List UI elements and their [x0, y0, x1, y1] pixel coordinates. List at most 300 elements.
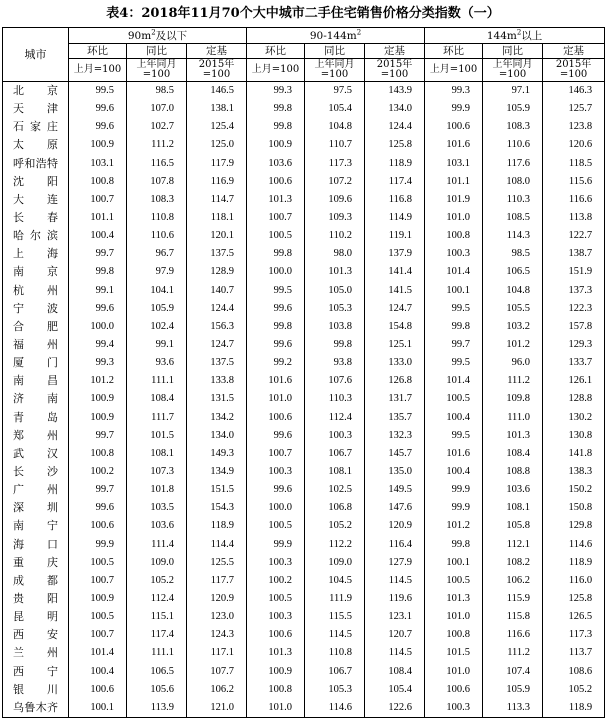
- city-column-header: 城市: [3, 28, 69, 82]
- index-value-cell: 100.5: [247, 517, 305, 535]
- index-value-cell: 98.5: [127, 82, 187, 101]
- index-value-cell: 100.6: [247, 626, 305, 644]
- table-row: [3, 263, 605, 281]
- index-value-cell: 99.8: [305, 336, 365, 354]
- index-value-cell: 135.0: [365, 463, 425, 481]
- table-body: [3, 82, 605, 718]
- index-value-cell: 117.4: [365, 173, 425, 191]
- index-value-cell: 134.0: [365, 100, 425, 118]
- index-value-cell: 120.7: [365, 626, 425, 644]
- index-value-cell: 100.1: [69, 699, 127, 718]
- city-name-cell: 大连: [3, 191, 69, 209]
- index-value-cell: 116.6: [543, 191, 605, 209]
- index-value-cell: 151.5: [187, 481, 247, 499]
- index-value-cell: 100.3: [425, 699, 483, 718]
- city-name-cell: 银川: [3, 681, 69, 699]
- base-header-cell: 上月=100: [425, 59, 483, 82]
- city-name-cell: 福州: [3, 336, 69, 354]
- index-value-cell: 101.2: [425, 517, 483, 535]
- index-value-cell: 138.3: [543, 463, 605, 481]
- index-value-cell: 110.3: [305, 390, 365, 408]
- city-name-cell: 天津: [3, 100, 69, 118]
- index-value-cell: 105.3: [305, 681, 365, 699]
- index-value-cell: 134.2: [187, 409, 247, 427]
- table-row: [3, 554, 605, 572]
- index-value-cell: 108.5: [483, 209, 543, 227]
- index-value-cell: 99.9: [425, 100, 483, 118]
- index-value-cell: 103.8: [305, 318, 365, 336]
- index-value-cell: 100.9: [247, 663, 305, 681]
- index-value-cell: 99.6: [69, 118, 127, 136]
- index-value-cell: 103.1: [425, 155, 483, 173]
- index-value-cell: 100.2: [69, 463, 127, 481]
- index-value-cell: 105.9: [483, 681, 543, 699]
- index-value-cell: 122.3: [543, 300, 605, 318]
- index-value-cell: 100.8: [69, 445, 127, 463]
- index-value-cell: 109.0: [305, 554, 365, 572]
- index-value-cell: 106.7: [305, 663, 365, 681]
- index-value-cell: 101.3: [247, 644, 305, 662]
- city-name-cell: 青岛: [3, 409, 69, 427]
- index-value-cell: 137.5: [187, 245, 247, 263]
- index-value-cell: 98.0: [305, 245, 365, 263]
- index-value-cell: 100.8: [69, 173, 127, 191]
- index-value-cell: 110.8: [305, 644, 365, 662]
- index-value-cell: 100.9: [69, 390, 127, 408]
- index-value-cell: 105.2: [543, 681, 605, 699]
- index-value-cell: 99.7: [425, 336, 483, 354]
- sub-header-cell: 环比: [425, 44, 483, 59]
- index-value-cell: 101.6: [425, 136, 483, 154]
- index-value-cell: 99.7: [69, 481, 127, 499]
- index-value-cell: 100.7: [247, 209, 305, 227]
- index-value-cell: 111.9: [305, 590, 365, 608]
- index-value-cell: 99.6: [69, 100, 127, 118]
- table-row: [3, 445, 605, 463]
- index-value-cell: 124.7: [187, 336, 247, 354]
- city-name-cell: 南宁: [3, 517, 69, 535]
- index-value-cell: 125.4: [187, 118, 247, 136]
- index-value-cell: 99.9: [247, 536, 305, 554]
- index-value-cell: 99.2: [247, 354, 305, 372]
- index-value-cell: 99.5: [69, 82, 127, 101]
- index-value-cell: 101.1: [69, 209, 127, 227]
- index-value-cell: 112.4: [305, 409, 365, 427]
- index-value-cell: 100.5: [425, 390, 483, 408]
- index-value-cell: 141.8: [543, 445, 605, 463]
- index-value-cell: 110.6: [127, 227, 187, 245]
- index-value-cell: 111.4: [127, 536, 187, 554]
- index-value-cell: 127.9: [365, 554, 425, 572]
- sub-header-cell: 定基: [365, 44, 425, 59]
- table-row: [3, 427, 605, 445]
- index-value-cell: 108.6: [543, 663, 605, 681]
- table-row: [3, 318, 605, 336]
- index-value-cell: 100.3: [425, 245, 483, 263]
- index-value-cell: 99.8: [247, 100, 305, 118]
- index-value-cell: 108.4: [127, 390, 187, 408]
- index-value-cell: 109.6: [305, 191, 365, 209]
- city-name-cell: 广州: [3, 481, 69, 499]
- index-value-cell: 105.2: [127, 572, 187, 590]
- index-value-cell: 113.8: [543, 209, 605, 227]
- index-value-cell: 124.7: [365, 300, 425, 318]
- index-value-cell: 99.8: [247, 118, 305, 136]
- index-value-cell: 125.0: [187, 136, 247, 154]
- index-value-cell: 124.4: [187, 300, 247, 318]
- table-row: [3, 354, 605, 372]
- index-value-cell: 100.6: [247, 409, 305, 427]
- index-value-cell: 106.8: [305, 499, 365, 517]
- index-value-cell: 117.3: [305, 155, 365, 173]
- index-value-cell: 138.1: [187, 100, 247, 118]
- index-value-cell: 101.0: [425, 209, 483, 227]
- index-value-cell: 129.8: [543, 517, 605, 535]
- base-header-cell: 2015年=100: [365, 59, 425, 82]
- index-value-cell: 108.0: [483, 173, 543, 191]
- index-value-cell: 137.9: [365, 245, 425, 263]
- index-value-cell: 112.4: [127, 590, 187, 608]
- index-value-cell: 116.0: [543, 572, 605, 590]
- index-value-cell: 108.3: [127, 191, 187, 209]
- index-value-cell: 99.8: [247, 318, 305, 336]
- index-value-cell: 99.6: [247, 336, 305, 354]
- index-value-cell: 101.0: [425, 608, 483, 626]
- index-value-cell: 100.5: [247, 227, 305, 245]
- index-value-cell: 126.8: [365, 372, 425, 390]
- index-value-cell: 107.8: [127, 173, 187, 191]
- index-value-cell: 114.5: [365, 644, 425, 662]
- index-value-cell: 107.4: [483, 663, 543, 681]
- table-row: [3, 590, 605, 608]
- index-value-cell: 93.8: [305, 354, 365, 372]
- index-value-cell: 100.4: [69, 227, 127, 245]
- index-value-cell: 107.2: [305, 173, 365, 191]
- index-value-cell: 108.4: [365, 663, 425, 681]
- index-value-cell: 133.0: [365, 354, 425, 372]
- index-value-cell: 101.3: [247, 191, 305, 209]
- index-value-cell: 102.5: [305, 481, 365, 499]
- index-value-cell: 101.0: [425, 663, 483, 681]
- index-value-cell: 110.2: [305, 227, 365, 245]
- city-name-cell: 南昌: [3, 372, 69, 390]
- base-header-cell: 上年同月=100: [305, 59, 365, 82]
- index-value-cell: 99.5: [425, 300, 483, 318]
- index-value-cell: 113.9: [127, 699, 187, 718]
- index-value-cell: 99.6: [247, 427, 305, 445]
- table-title: 表4：2018年11月70个大中城市二手住宅销售价格分类指数（一）: [106, 6, 500, 21]
- index-value-cell: 99.8: [69, 263, 127, 281]
- index-value-cell: 119.6: [365, 590, 425, 608]
- base-header-cell: 上月=100: [247, 59, 305, 82]
- sub-header-cell: 定基: [543, 44, 605, 59]
- index-value-cell: 100.1: [425, 282, 483, 300]
- index-value-cell: 100.0: [247, 263, 305, 281]
- index-value-cell: 103.6: [483, 481, 543, 499]
- index-value-cell: 99.8: [425, 536, 483, 554]
- index-value-cell: 124.3: [187, 626, 247, 644]
- index-value-cell: 100.3: [247, 554, 305, 572]
- index-value-cell: 137.5: [187, 354, 247, 372]
- index-value-cell: 100.8: [247, 681, 305, 699]
- table-row: [3, 608, 605, 626]
- index-value-cell: 103.6: [247, 155, 305, 173]
- city-name-cell: 上海: [3, 245, 69, 263]
- index-value-cell: 96.0: [483, 354, 543, 372]
- index-value-cell: 154.8: [365, 318, 425, 336]
- city-name-cell: 兰州: [3, 644, 69, 662]
- index-value-cell: 99.6: [69, 300, 127, 318]
- index-value-cell: 108.1: [305, 463, 365, 481]
- index-value-cell: 112.1: [483, 536, 543, 554]
- table-row: [3, 463, 605, 481]
- index-value-cell: 101.3: [305, 263, 365, 281]
- base-header-cell: 上年同月=100: [483, 59, 543, 82]
- table-row: [3, 100, 605, 118]
- index-value-cell: 93.6: [127, 354, 187, 372]
- city-name-cell: 西安: [3, 626, 69, 644]
- index-value-cell: 104.5: [305, 572, 365, 590]
- index-value-cell: 109.8: [483, 390, 543, 408]
- city-name-cell: 海口: [3, 536, 69, 554]
- index-value-cell: 118.9: [365, 155, 425, 173]
- city-name-cell: 成都: [3, 572, 69, 590]
- index-value-cell: 99.3: [247, 82, 305, 101]
- index-value-cell: 100.6: [69, 517, 127, 535]
- index-value-cell: 105.3: [305, 300, 365, 318]
- index-value-cell: 108.4: [483, 445, 543, 463]
- index-value-cell: 108.1: [127, 445, 187, 463]
- city-name-cell: 厦门: [3, 354, 69, 372]
- base-header-cell: 2015年=100: [187, 59, 247, 82]
- index-value-cell: 99.9: [425, 481, 483, 499]
- index-value-cell: 123.8: [543, 118, 605, 136]
- index-value-cell: 114.7: [187, 191, 247, 209]
- index-value-cell: 99.6: [247, 300, 305, 318]
- index-value-cell: 100.6: [247, 173, 305, 191]
- table-row: [3, 536, 605, 554]
- city-name-cell: 重庆: [3, 554, 69, 572]
- index-value-cell: 111.2: [483, 644, 543, 662]
- index-value-cell: 123.0: [187, 608, 247, 626]
- index-value-cell: 120.6: [543, 136, 605, 154]
- index-value-cell: 118.9: [543, 554, 605, 572]
- sub-header-row: [3, 44, 605, 59]
- index-value-cell: 118.5: [543, 155, 605, 173]
- index-value-cell: 108.2: [483, 554, 543, 572]
- index-value-cell: 100.9: [247, 136, 305, 154]
- table-row: [3, 626, 605, 644]
- index-value-cell: 100.9: [69, 590, 127, 608]
- index-value-cell: 128.8: [543, 390, 605, 408]
- index-value-cell: 105.8: [483, 517, 543, 535]
- index-value-cell: 109.0: [127, 554, 187, 572]
- index-value-cell: 97.9: [127, 263, 187, 281]
- index-value-cell: 117.7: [187, 572, 247, 590]
- index-value-cell: 107.0: [127, 100, 187, 118]
- index-value-cell: 100.7: [69, 626, 127, 644]
- index-value-cell: 101.4: [425, 372, 483, 390]
- index-value-cell: 115.5: [305, 608, 365, 626]
- index-value-cell: 100.4: [69, 663, 127, 681]
- sub-header-cell: 同比: [483, 44, 543, 59]
- index-value-cell: 125.5: [187, 554, 247, 572]
- index-value-cell: 101.4: [69, 644, 127, 662]
- index-value-cell: 100.2: [247, 572, 305, 590]
- index-value-cell: 101.6: [247, 372, 305, 390]
- base-header-cell: 2015年=100: [543, 59, 605, 82]
- index-value-cell: 124.4: [365, 118, 425, 136]
- index-value-cell: 100.6: [425, 118, 483, 136]
- index-value-cell: 141.4: [365, 263, 425, 281]
- index-value-cell: 121.0: [187, 699, 247, 718]
- index-value-cell: 106.5: [483, 263, 543, 281]
- index-value-cell: 113.3: [483, 699, 543, 718]
- index-value-cell: 120.9: [365, 517, 425, 535]
- index-value-cell: 118.9: [543, 699, 605, 718]
- sub-header-cell: 定基: [187, 44, 247, 59]
- index-value-cell: 131.7: [365, 390, 425, 408]
- table-row: [3, 155, 605, 173]
- index-value-cell: 116.8: [365, 191, 425, 209]
- table-row: [3, 82, 605, 101]
- index-value-cell: 97.1: [483, 82, 543, 101]
- index-value-cell: 116.4: [365, 536, 425, 554]
- index-value-cell: 104.8: [305, 118, 365, 136]
- price-index-table: [2, 27, 605, 718]
- index-value-cell: 135.7: [365, 409, 425, 427]
- index-value-cell: 114.6: [305, 699, 365, 718]
- index-value-cell: 105.2: [305, 517, 365, 535]
- index-value-cell: 141.5: [365, 282, 425, 300]
- index-value-cell: 108.1: [483, 499, 543, 517]
- table-row: [3, 372, 605, 390]
- index-value-cell: 116.6: [483, 626, 543, 644]
- index-value-cell: 113.7: [543, 644, 605, 662]
- index-value-cell: 130.2: [543, 409, 605, 427]
- index-value-cell: 133.8: [187, 372, 247, 390]
- index-value-cell: 100.5: [69, 608, 127, 626]
- index-value-cell: 150.8: [543, 499, 605, 517]
- sub-header-cell: 环比: [69, 44, 127, 59]
- city-name-cell: 西宁: [3, 663, 69, 681]
- index-value-cell: 105.9: [127, 300, 187, 318]
- index-value-cell: 116.5: [127, 155, 187, 173]
- index-value-cell: 118.1: [187, 209, 247, 227]
- index-value-cell: 99.5: [425, 427, 483, 445]
- index-value-cell: 147.6: [365, 499, 425, 517]
- index-value-cell: 120.1: [187, 227, 247, 245]
- index-value-cell: 154.3: [187, 499, 247, 517]
- index-value-cell: 111.0: [483, 409, 543, 427]
- index-value-cell: 149.3: [187, 445, 247, 463]
- index-value-cell: 102.7: [127, 118, 187, 136]
- base-header-cell: 上年同月=100: [127, 59, 187, 82]
- index-value-cell: 123.1: [365, 608, 425, 626]
- table-row: [3, 390, 605, 408]
- sub-header-cell: 同比: [127, 44, 187, 59]
- index-value-cell: 99.8: [247, 245, 305, 263]
- index-value-cell: 100.4: [425, 409, 483, 427]
- city-name-cell: 哈尔滨: [3, 227, 69, 245]
- city-name-cell: 北京: [3, 82, 69, 101]
- index-value-cell: 126.5: [543, 608, 605, 626]
- index-value-cell: 105.9: [483, 100, 543, 118]
- index-value-cell: 100.4: [425, 463, 483, 481]
- index-value-cell: 107.6: [305, 372, 365, 390]
- city-name-cell: 郑州: [3, 427, 69, 445]
- index-value-cell: 101.5: [127, 427, 187, 445]
- index-value-cell: 100.3: [247, 608, 305, 626]
- index-value-cell: 100.6: [69, 681, 127, 699]
- index-value-cell: 101.4: [425, 263, 483, 281]
- index-value-cell: 104.1: [127, 282, 187, 300]
- index-value-cell: 100.7: [69, 572, 127, 590]
- index-value-cell: 96.7: [127, 245, 187, 263]
- index-value-cell: 150.2: [543, 481, 605, 499]
- index-value-cell: 100.8: [425, 626, 483, 644]
- table-row: [3, 699, 605, 718]
- index-value-cell: 143.9: [365, 82, 425, 101]
- index-value-cell: 99.5: [425, 354, 483, 372]
- index-value-cell: 122.6: [365, 699, 425, 718]
- index-value-cell: 100.0: [69, 318, 127, 336]
- index-value-cell: 125.7: [543, 100, 605, 118]
- index-value-cell: 115.1: [127, 608, 187, 626]
- index-value-cell: 149.5: [365, 481, 425, 499]
- index-value-cell: 106.2: [187, 681, 247, 699]
- city-name-cell: 呼和浩特: [3, 155, 69, 173]
- index-value-cell: 105.6: [127, 681, 187, 699]
- index-value-cell: 109.3: [305, 209, 365, 227]
- index-value-cell: 100.8: [425, 227, 483, 245]
- index-value-cell: 129.3: [543, 336, 605, 354]
- index-value-cell: 134.0: [187, 427, 247, 445]
- index-value-cell: 101.9: [425, 191, 483, 209]
- index-value-cell: 105.4: [305, 100, 365, 118]
- index-value-cell: 137.3: [543, 282, 605, 300]
- index-value-cell: 146.3: [543, 82, 605, 101]
- index-value-cell: 102.4: [127, 318, 187, 336]
- index-value-cell: 100.9: [69, 136, 127, 154]
- index-value-cell: 99.5: [247, 282, 305, 300]
- index-value-cell: 101.2: [483, 336, 543, 354]
- city-name-cell: 深圳: [3, 499, 69, 517]
- table-header: [3, 28, 605, 82]
- index-value-cell: 117.1: [187, 644, 247, 662]
- index-value-cell: 103.6: [127, 517, 187, 535]
- index-value-cell: 134.9: [187, 463, 247, 481]
- table-row: [3, 227, 605, 245]
- city-name-cell: 合肥: [3, 318, 69, 336]
- index-value-cell: 97.5: [305, 82, 365, 101]
- city-name-cell: 贵阳: [3, 590, 69, 608]
- index-value-cell: 111.7: [127, 409, 187, 427]
- table-row: [3, 481, 605, 499]
- city-name-cell: 沈阳: [3, 173, 69, 191]
- table-row: [3, 499, 605, 517]
- table-row: [3, 517, 605, 535]
- index-value-cell: 106.5: [127, 663, 187, 681]
- index-value-cell: 101.3: [425, 590, 483, 608]
- index-value-cell: 122.7: [543, 227, 605, 245]
- group-header-large: $144m^2$以上: [425, 28, 605, 44]
- index-value-cell: 115.8: [483, 608, 543, 626]
- index-value-cell: 105.0: [305, 282, 365, 300]
- index-value-cell: 101.5: [425, 644, 483, 662]
- index-value-cell: 101.8: [127, 481, 187, 499]
- index-value-cell: 105.5: [483, 300, 543, 318]
